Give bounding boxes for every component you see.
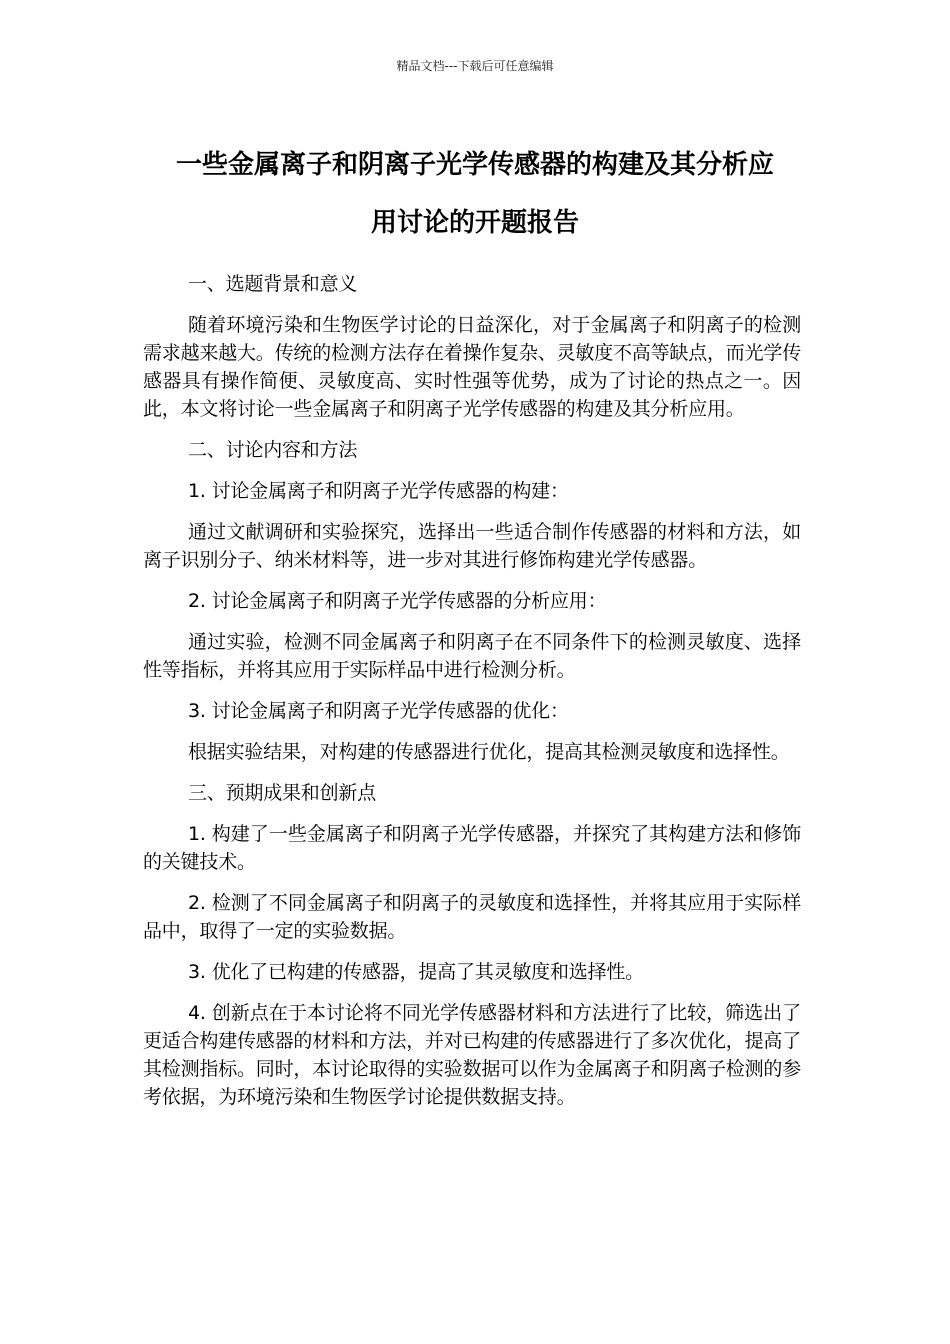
section-heading-outcomes: 三、预期成果和创新点 <box>188 782 377 804</box>
paragraph-construction: 通过文献调研和实验探究，选择出一些适合制作传感器的材料和方法，如离子识别分子、纳米材料等，进一步对其进行修饰构建光学传感器。 <box>143 521 801 571</box>
paragraph-optimization: 根据实验结果，对构建的传感器进行优化，提高其检测灵敏度和选择性。 <box>188 741 790 763</box>
subheading-analysis: 2. 讨论金属离子和阴离子光学传感器的分析应用： <box>188 590 607 612</box>
header-note: 精品文档---下载后可任意编辑 <box>396 59 554 73</box>
title-line-1: 一些金属离子和阴离子光学传感器的构建及其分析应 <box>175 150 774 180</box>
list-item-outcome-4: 4. 创新点在于本讨论将不同光学传感器材料和方法进行了比较，筛选出了更适合构建传感器的材料和方法，并对已构建的传感器进行了多次优化，提高了其检测指标。同时，本讨论取得的实验数据可以作为金属离子和阴离子检测的参考依据，为环境污染和生物医学讨论提供数据支持。 <box>143 1002 802 1108</box>
subheading-optimization: 3. 讨论金属离子和阴离子光学传感器的优化： <box>188 700 569 722</box>
list-item-outcome-3: 3. 优化了已构建的传感器，提高了其灵敏度和选择性。 <box>188 961 644 983</box>
document-body <box>143 270 801 1124</box>
paragraph-analysis: 通过实验，检测不同金属离子和阴离子在不同条件下的检测灵敏度、选择性等指标，并将其应用于实际样品中进行检测分析。 <box>143 631 801 681</box>
list-item-outcome-2: 2. 检测了不同金属离子和阴离子的灵敏度和选择性，并将其应用于实际样品中，取得了一定的实验数据。 <box>143 892 801 942</box>
section-heading-background: 一、选题背景和意义 <box>188 273 358 295</box>
paragraph-background: 随着环境污染和生物医学讨论的日益深化，对于金属离子和阴离子的检测需求越来越大。传统的检测方法存在着操作复杂、灵敏度不高等缺点，而光学传感器具有操作简便、灵敏度高、实时性强等优势，成为了讨论的热点之一。因此，本文将讨论一些金属离子和阴离子光学传感器的构建及其分析应用。 <box>143 314 802 420</box>
document-title <box>100 136 850 252</box>
subheading-construction: 1. 讨论金属离子和阴离子光学传感器的构建： <box>188 480 569 502</box>
section-heading-content-methods: 二、讨论内容和方法 <box>188 439 358 461</box>
title-line-2: 用讨论的开题报告 <box>370 208 579 238</box>
list-item-outcome-1: 1. 构建了一些金属离子和阴离子光学传感器，并探究了其构建方法和修饰的关键技术。 <box>143 823 801 873</box>
